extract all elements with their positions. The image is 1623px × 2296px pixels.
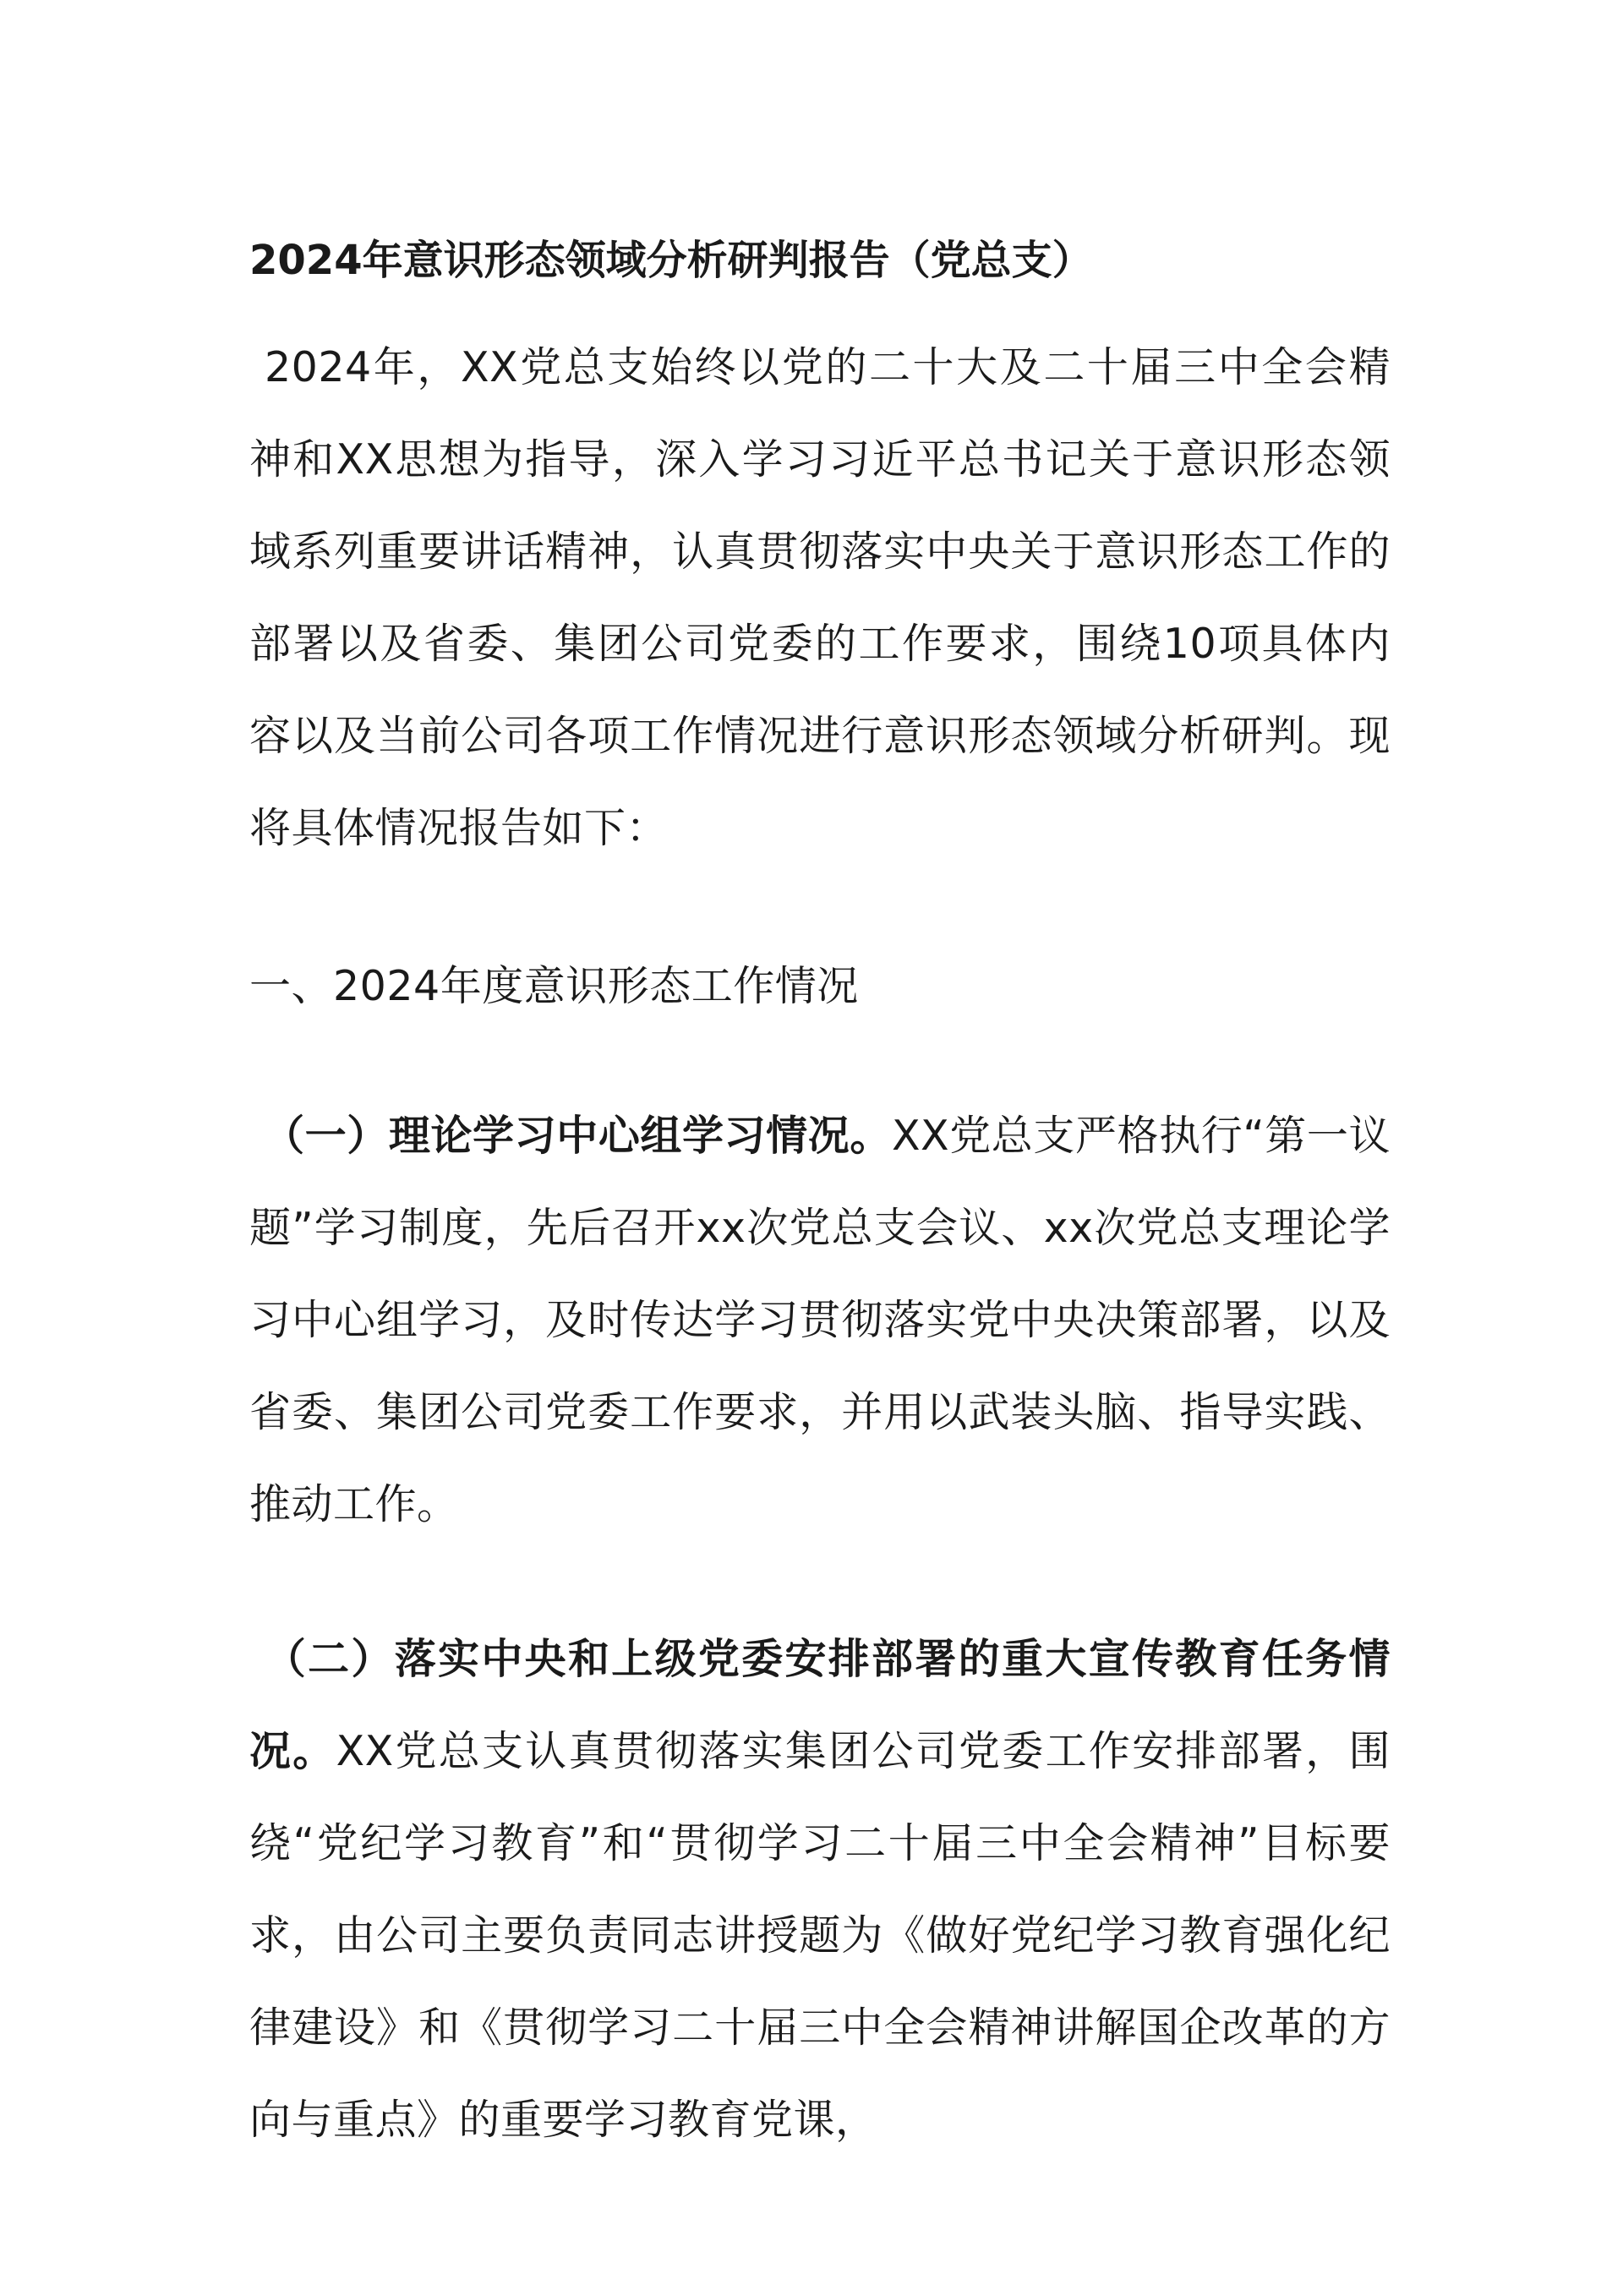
subsection-paragraph-1: [249, 1090, 1391, 1550]
subsection-paragraph-2: [249, 1613, 1391, 2166]
subsection-lead-2: （二）落实中央和上级党委安排部署的重大宣传教育任务情况。: [249, 1635, 1391, 1775]
section-heading: 一、2024年度意识形态工作情况: [249, 962, 859, 1010]
subsection-body-1: XX党总支严格执行“第一议题”学习制度，先后召开xx次党总支会议、xx次党总支理论学习中心组学习，及时传达学习贯彻落实党中央决策部署，以及省委、集团公司党委工作要求，并用以武装头脑、指导实践、推动工作。: [249, 1112, 1391, 1528]
intro-paragraph: 2024年，XX党总支始终以党的二十大及二十届三中全会精神和XX思想为指导，深入学习习近平总书记关于意识形态领域系列重要讲话精神，认真贯彻落实中央关于意识形态工作的部署以及省委、集团公司党委的工作要求，围绕10项具体内容以及当前公司各项工作情况进行意识形态领域分析研判。现将具体情况报告如下：: [249, 343, 1391, 852]
subsection-lead-1: （一）理论学习中心组学习情况。: [263, 1112, 892, 1160]
subsection-body-2: XX党总支认真贯彻落实集团公司党委工作安排部署，围绕“党纪学习教育”和“贯彻学习二十届三中全会精神”目标要求，由公司主要负责同志讲授题为《做好党纪学习教育强化纪律建设》和《贯彻学习二十届三中全会精神讲解国企改革的方向与重点》的重要学习教育党课，: [249, 1727, 1391, 2144]
document-body: [249, 218, 1391, 2166]
document-title: 2024年意识形态领域分析研判报告（党总支）: [249, 237, 1093, 284]
